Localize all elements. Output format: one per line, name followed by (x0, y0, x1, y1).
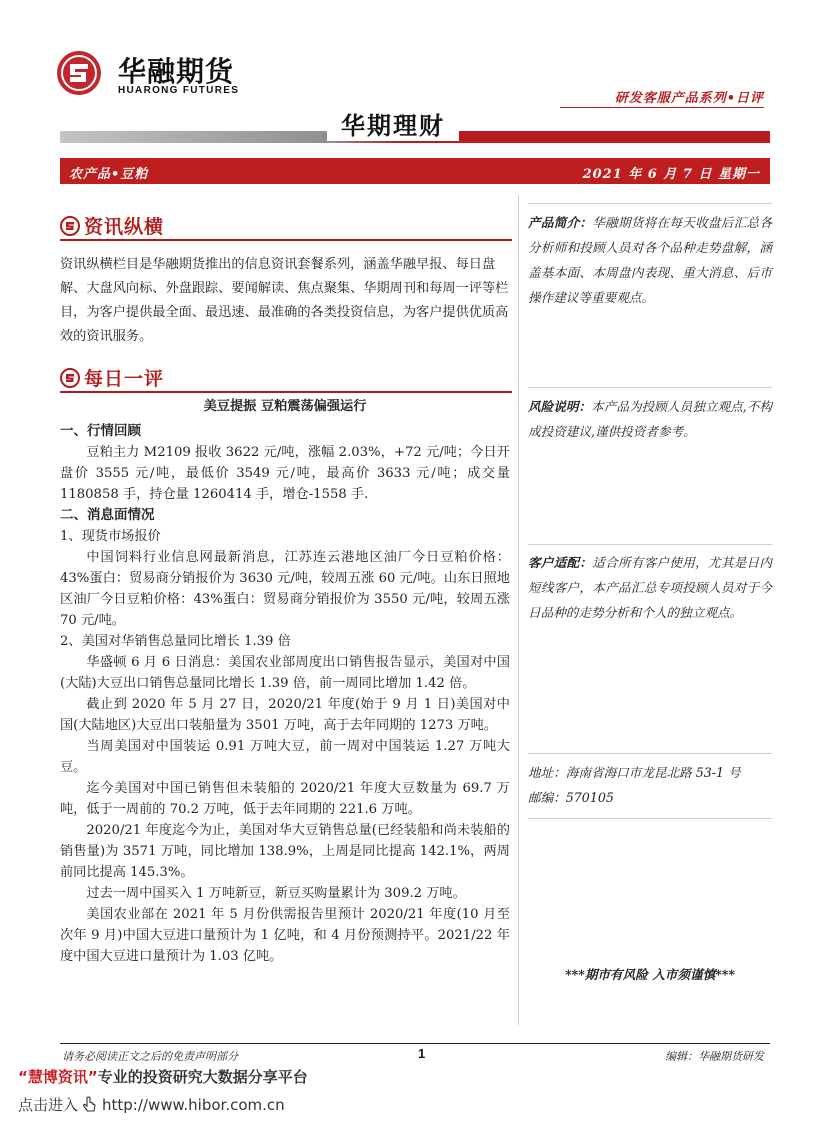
postcode-text: 570105 (565, 790, 614, 805)
article-heading-news: 二、消息面情况 (60, 507, 155, 523)
sidebar-rule (528, 387, 772, 388)
sidebar-text: 华融期货将在每天收盘后汇总各分析师和投顾人员对各个品种走势盘解，涵盖基本面、本周盘内表现、重大消息、后市操作建议等重要观点。 (528, 215, 773, 305)
pointer-hand-icon (80, 1096, 98, 1114)
watermark-click-label: 点击进入 (18, 1096, 79, 1114)
article-paragraph: 迄今美国对中国已销售但未装船的 2020/21 年度大豆数量为 69.7 万吨，低于一周前的 70.2 万吨，低于去年同期的 221.6 万吨。 (60, 781, 510, 817)
footer-disclaimer: 请务必阅读正文之后的免责声明部分 (62, 1050, 238, 1063)
watermark-link[interactable] (18, 1094, 285, 1115)
article-paragraph: 2020/21 年度迄今为止，美国对华大豆销售总量(已经装船和尚未装船的销售量)为 3571 万吨，同比增加 138.9%，上周是同比提高 142.1%，两周前同比提高 145.3%。 (60, 823, 510, 880)
news-intro-text: 资讯纵横栏目是华融期货推出的信息资讯套餐系列，涵盖华融早报、每日盘解、大盘风向标、外盘跟踪、要闻解读、焦点聚集、华期周刊和每周一评等栏目，为客户提供最全面、最迅速、最准确的各类投资信息，为客户提供优质高效的资讯服务。 (60, 257, 509, 344)
footer-editor: 编辑：华融期货研发 (665, 1050, 764, 1063)
category-bar (60, 158, 770, 184)
sidebar-risk (528, 394, 772, 444)
sidebar-rule (528, 753, 772, 754)
page-number: 1 (418, 1046, 426, 1061)
section-title-daily: 每日一评 (84, 368, 165, 390)
sidebar-rule (528, 818, 772, 819)
article-paragraph: 当周美国对中国装运 0.91 万吨大豆，前一周对中国装运 1.27 万吨大豆。 (60, 739, 510, 775)
huarong-logo-icon (56, 50, 102, 96)
sidebar-label: 邮编： (528, 790, 566, 805)
page-title: 华期理财 (327, 106, 459, 141)
section-bullet-icon (60, 368, 80, 388)
footer-rule (60, 1043, 770, 1044)
article-subheading: 1、现货市场报价 (60, 529, 161, 544)
section-bullet-icon (60, 216, 80, 236)
risk-warning-tag: ***期市有风险 入市须谨慎*** (565, 967, 735, 982)
article-paragraph: 中国饲料行业信息网最新消息，江苏连云港地区油厂今日豆粕价格：43%蛋白：贸易商分销报价为 3630 元/吨，较周五涨 60 元/吨。山东日照地区油厂今日豆粕价格：43%蛋白：贸易商分销报价为 3550 元/吨，较周五涨 70 元/吨。 (60, 550, 510, 628)
article-title: 美豆提振 豆粕震荡偏强运行 (203, 399, 367, 414)
section-rule-daily (60, 391, 512, 393)
article-paragraph: 美国农业部在 2021 年 5 月份供需报告里预计 2020/21 年度(10 月至次年 9 月)中国大豆进口量预计为 1 亿吨，和 4 月份预测持平。2021/22 年度中国大豆进口量预计为 1.03 亿吨。 (60, 907, 510, 964)
sidebar-rule (528, 203, 772, 204)
sidebar-label: 客户适配： (528, 555, 593, 570)
watermark-tagline (18, 1066, 308, 1087)
sidebar-label: 地址： (528, 765, 566, 780)
article-subheading: 2、美国对华销售总量同比增长 1.39 倍 (60, 634, 291, 649)
watermark-brand: 慧博资讯 (27, 1068, 88, 1086)
brand-name: 华融期货 (118, 55, 235, 88)
sidebar-label: 风险说明： (528, 399, 592, 414)
sidebar-text: 适合所有客户使用，尤其是日内短线客户，本产品汇总专项投顾人员对于今日品种的走势分析和个人的独立观点。 (528, 555, 773, 620)
watermark-quote: ” (87, 1068, 98, 1086)
article-paragraph: 截止到 2020 年 5 月 27 日，2020/21 年度(始于 9 月 1 日)美国对中国(大陆地区)大豆出口装船量为 3501 万吨，高于去年同期的 1273 万吨。 (60, 697, 510, 733)
article-paragraph: 豆粕主力 M2109 报收 3622 元/吨，涨幅 2.03%，+72 元/吨；今日开盘价 3555 元/吨，最低价 3549 元/吨，最高价 3633 元/吨；成交量 1180858 手，持仓量 1260414 手，增仓-1558 手. (60, 445, 510, 502)
article-heading-review: 一、行情回顾 (60, 423, 141, 439)
category-label: 农产品•豆粕 (69, 167, 149, 182)
series-label: 研发客服产品系列•日评 (614, 91, 764, 106)
watermark-quote: “ (18, 1068, 28, 1086)
sidebar-rule (528, 544, 772, 545)
sidebar-address (528, 760, 772, 810)
brand-name-en: HUARONG FUTURES (118, 85, 240, 96)
sidebar-product-intro (528, 210, 772, 310)
section-header-news (60, 212, 164, 239)
section-title-news: 资讯纵横 (84, 216, 165, 238)
sidebar-text: 本产品为投顾人员独立观点,不构成投资建议,谨供投资者参考。 (528, 399, 772, 439)
article-paragraph: 华盛顿 6 月 6 日消息：美国农业部周度出口销售报告显示，美国对中国(大陆)大豆出口销售总量同比增长 1.39 倍，前一周同比增加 1.42 倍。 (60, 655, 510, 691)
article-body (60, 396, 510, 967)
report-date: 2021 年 6 月 7 日 星期一 (582, 167, 760, 182)
series-underline (560, 107, 764, 108)
watermark-slogan: 专业的投资研究大数据分享平台 (97, 1068, 308, 1086)
sidebar-client-fit (528, 550, 772, 625)
section-rule-news (60, 239, 512, 241)
sidebar-label: 产品简介： (528, 215, 593, 230)
section-header-daily (60, 364, 164, 391)
column-divider (518, 195, 519, 1025)
watermark-url[interactable]: http://www.hibor.com.cn (102, 1095, 285, 1114)
article-paragraph: 过去一周中国买入 1 万吨新豆，新豆买购量累计为 309.2 万吨。 (86, 886, 466, 901)
address-text: 海南省海口市龙昆北路 53-1 号 (565, 765, 741, 780)
